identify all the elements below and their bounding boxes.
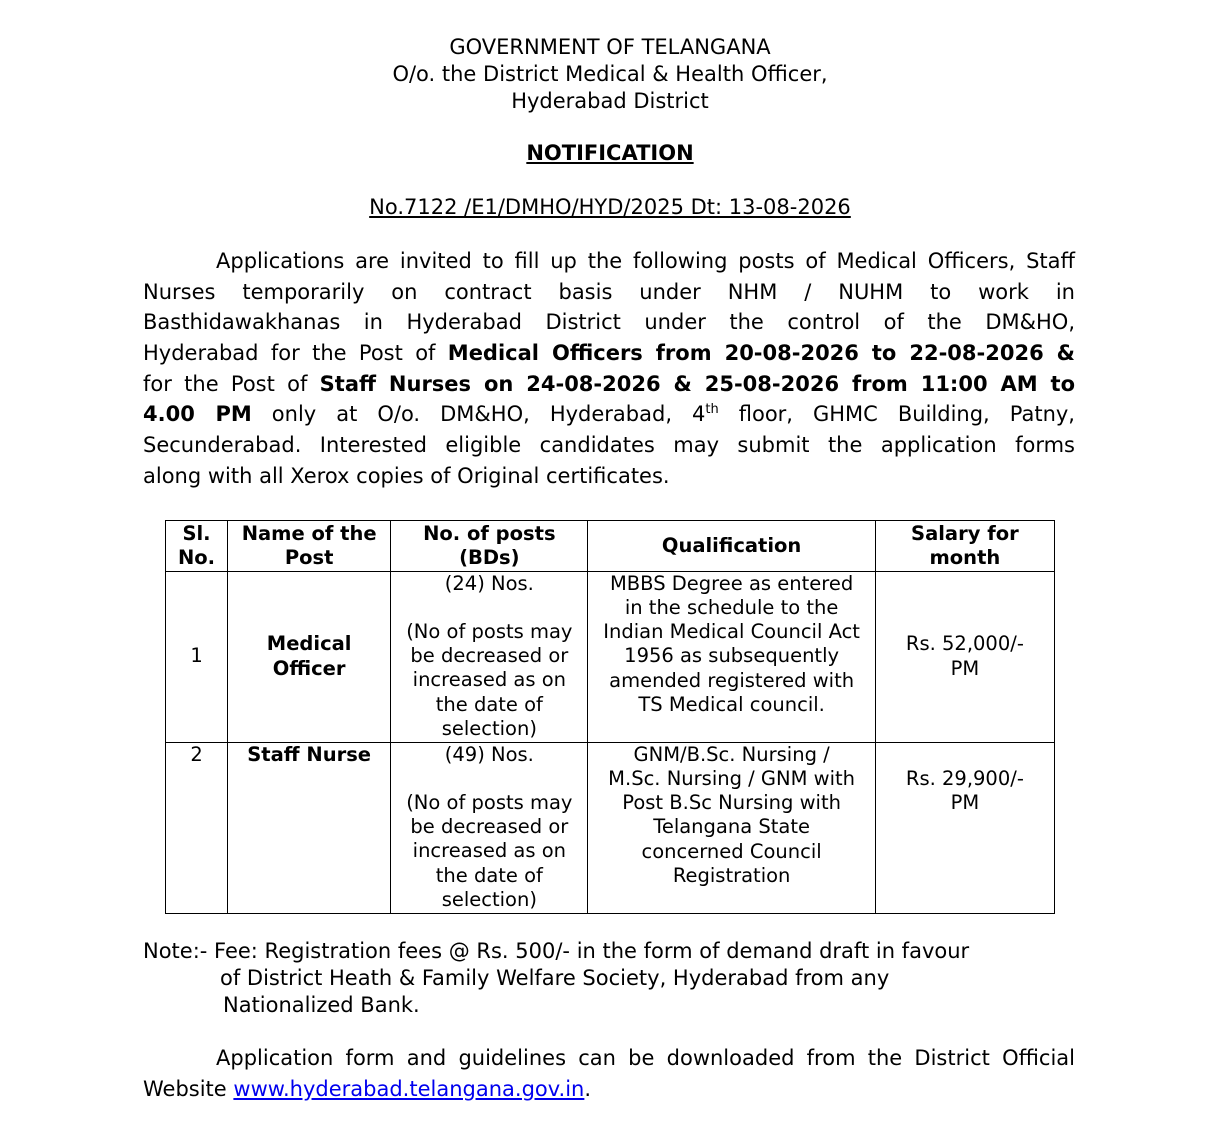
table-row (166, 571, 1055, 742)
header-no-of-posts: No. of posts (BDs) (391, 521, 588, 572)
medical-officer-dates: Medical Officers from 20-08-2026 to 22-08-2026 & (447, 341, 1075, 366)
cell-salary: Rs. 52,000/- PM (875, 571, 1054, 742)
end-time: 4.00 PM (143, 402, 252, 427)
intro-text: floor, GHMC Building, Patny, (718, 402, 1075, 427)
intro-line (143, 369, 1075, 400)
intro-line: Applications are invited to fill up the following posts of Medical Officers, Staff (216, 249, 1075, 273)
cell-salary: Rs. 29,900/- PM (875, 742, 1054, 913)
note-line: Nationalized Bank. (223, 993, 420, 1017)
note-line: of District Heath & Family Welfare Society, Hyderabad from any (220, 966, 890, 990)
cell-post-name: Staff Nurse (228, 742, 391, 913)
intro-line: Secunderabad. Interested eligible candidates may submit the application forms (143, 433, 1075, 458)
superscript-th: th (705, 402, 719, 418)
header-district: Hyderabad District (511, 89, 709, 113)
notification-title: NOTIFICATION (526, 141, 694, 165)
cell-post-name: Medical Officer (228, 571, 391, 742)
footer-line: Application form and guidelines can be downloaded from the District Official (216, 1046, 1075, 1070)
header-post-name: Name of the Post (228, 521, 391, 572)
fee-note (143, 938, 1143, 1019)
cell-no-of-posts: (24) Nos. (No of posts may be decreased or increased as on the date of selection) (391, 571, 588, 742)
header-qualification: Qualification (588, 521, 875, 572)
note-line: Note:- Fee: Registration fees @ Rs. 500/- in the form of demand draft in favour (143, 939, 970, 963)
footer-line: Website www.hyderabad.telangana.gov.in. (143, 1076, 592, 1101)
intro-line (143, 399, 1075, 430)
intro-line: Nurses temporarily on contract basis under NHM / NUHM to work in (143, 279, 1075, 304)
table-row (166, 742, 1055, 913)
download-paragraph (143, 1043, 1075, 1104)
notification-reference: No.7122 /E1/DMHO/HYD/2025 Dt: 13-08-2026 (369, 195, 851, 219)
intro-line (143, 338, 1075, 369)
district-website-link[interactable]: www.hyderabad.telangana.gov.in (233, 1076, 585, 1101)
cell-qualification: MBBS Degree as entered in the schedule to the Indian Medical Council Act 1956 as subsequently amended registered with TS Medical council. (588, 571, 875, 742)
intro-text: for the Post of (143, 371, 320, 396)
header-office: O/o. the District Medical & Health Officer, (392, 62, 828, 86)
cell-sl-no: 1 (166, 571, 228, 742)
header-government: GOVERNMENT OF TELANGANA (449, 35, 771, 59)
header-sl-no: Sl. No. (166, 521, 228, 572)
cell-sl-no: 2 (166, 742, 228, 913)
intro-line: along with all Xerox copies of Original certificates. (143, 463, 670, 488)
cell-qualification: GNM/B.Sc. Nursing / M.Sc. Nursing / GNM with Post B.Sc Nursing with Telangana State concerned Council Registration (588, 742, 875, 913)
intro-line: Basthidawakhanas in Hyderabad District under the control of the DM&HO, (143, 310, 1075, 335)
intro-paragraph (143, 246, 1075, 492)
intro-text: Hyderabad for the Post of (143, 341, 448, 366)
posts-table (165, 520, 1055, 914)
intro-text: only at O/o. DM&HO, Hyderabad, 4 (251, 402, 706, 427)
table-header-row (166, 521, 1055, 572)
staff-nurse-dates: Staff Nurses on 24-08-2026 & 25-08-2026 from 11:00 AM to (319, 371, 1076, 396)
header-salary: Salary for month (875, 521, 1054, 572)
cell-no-of-posts: (49) Nos. (No of posts may be decreased or increased as on the date of selection) (391, 742, 588, 913)
